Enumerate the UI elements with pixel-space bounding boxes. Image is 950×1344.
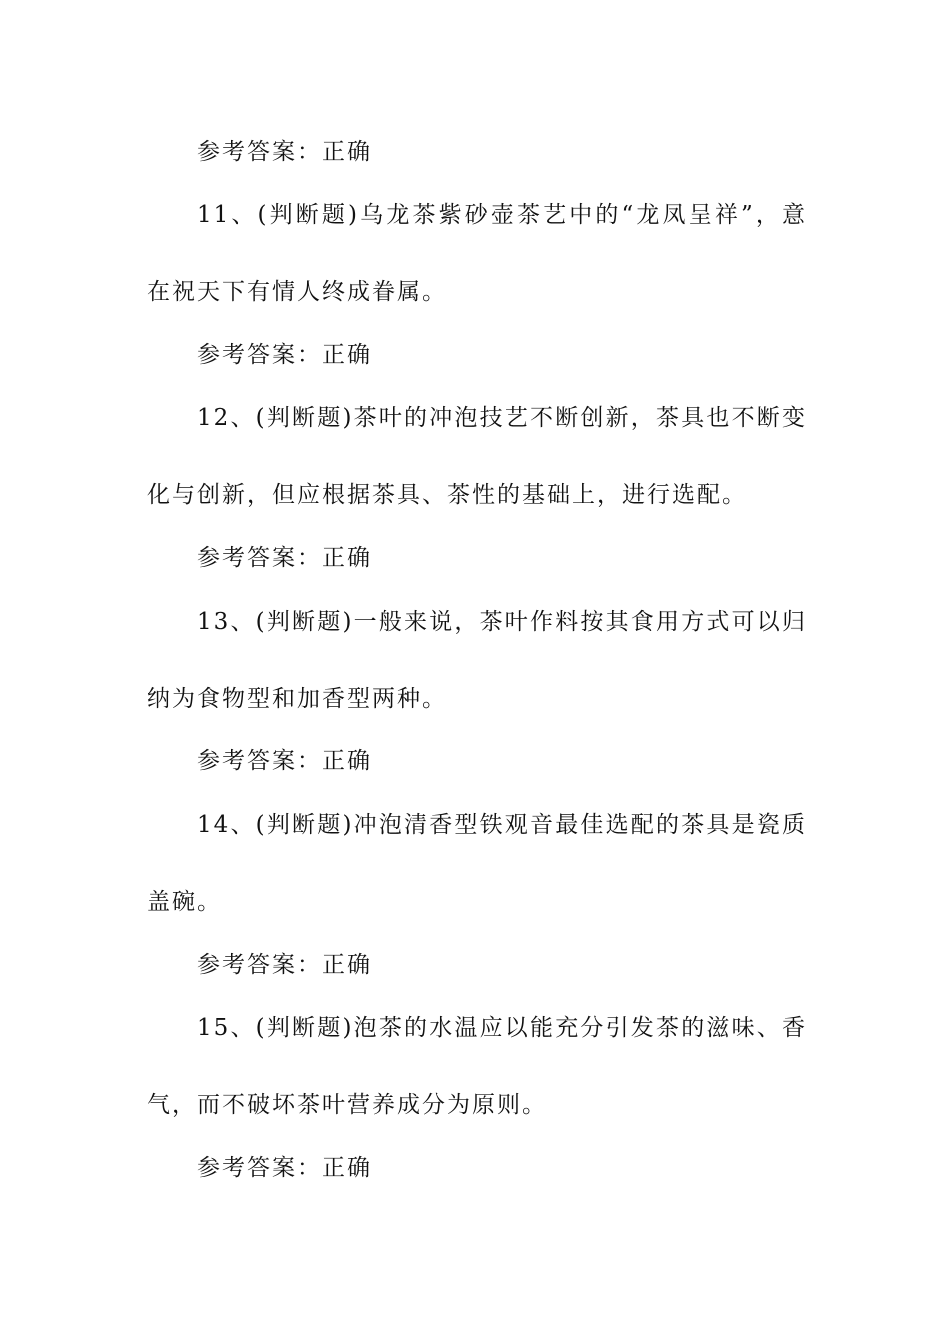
question-11-line-1 [197,200,807,230]
question-14-line-2: 盖碗。 [147,889,222,915]
question-type: (判断题) [255,609,354,635]
answer-text: 参考答案：正确 [197,545,372,571]
question-type: (判断题) [255,812,354,838]
question-type: (判断题) [257,202,360,228]
question-number: 15、 [197,1015,256,1041]
question-number: 12、 [197,405,256,431]
question-number: 11、 [197,202,258,228]
question-type: (判断题) [255,1015,354,1041]
question-13-line-1 [197,607,807,637]
question-12-line-1 [197,403,807,433]
question-text: 茶叶的冲泡技艺不断创新，茶具也不断变 [353,405,807,431]
question-11-line-2: 在祝天下有情人终成眷属。 [147,279,447,305]
question-12-line-2: 化与创新，但应根据茶具、茶性的基础上，进行选配。 [147,482,747,508]
answer-text: 参考答案：正确 [197,952,372,978]
question-type: (判断题) [255,405,354,431]
question-13-line-2: 纳为食物型和加香型两种。 [147,686,447,712]
answer-text: 参考答案：正确 [197,1155,372,1181]
question-15-line-1 [197,1013,807,1043]
question-text: 冲泡清香型铁观音最佳选配的茶具是瓷质 [353,812,807,838]
question-text: 泡茶的水温应以能充分引发茶的滋味、香 [353,1015,807,1041]
question-text: 一般来说，茶叶作料按其食用方式可以归 [353,609,807,635]
answer-text: 参考答案：正确 [197,342,372,368]
question-15-line-2: 气，而不破坏茶叶营养成分为原则。 [147,1092,547,1118]
question-number: 13、 [197,609,256,635]
question-14-line-1 [197,810,807,840]
answer-text: 参考答案：正确 [197,748,372,774]
answer-text: 参考答案：正确 [197,139,372,165]
question-number: 14、 [197,812,256,838]
question-text: 乌龙茶紫砂壶茶艺中的“龙凤呈祥”，意 [359,202,807,228]
